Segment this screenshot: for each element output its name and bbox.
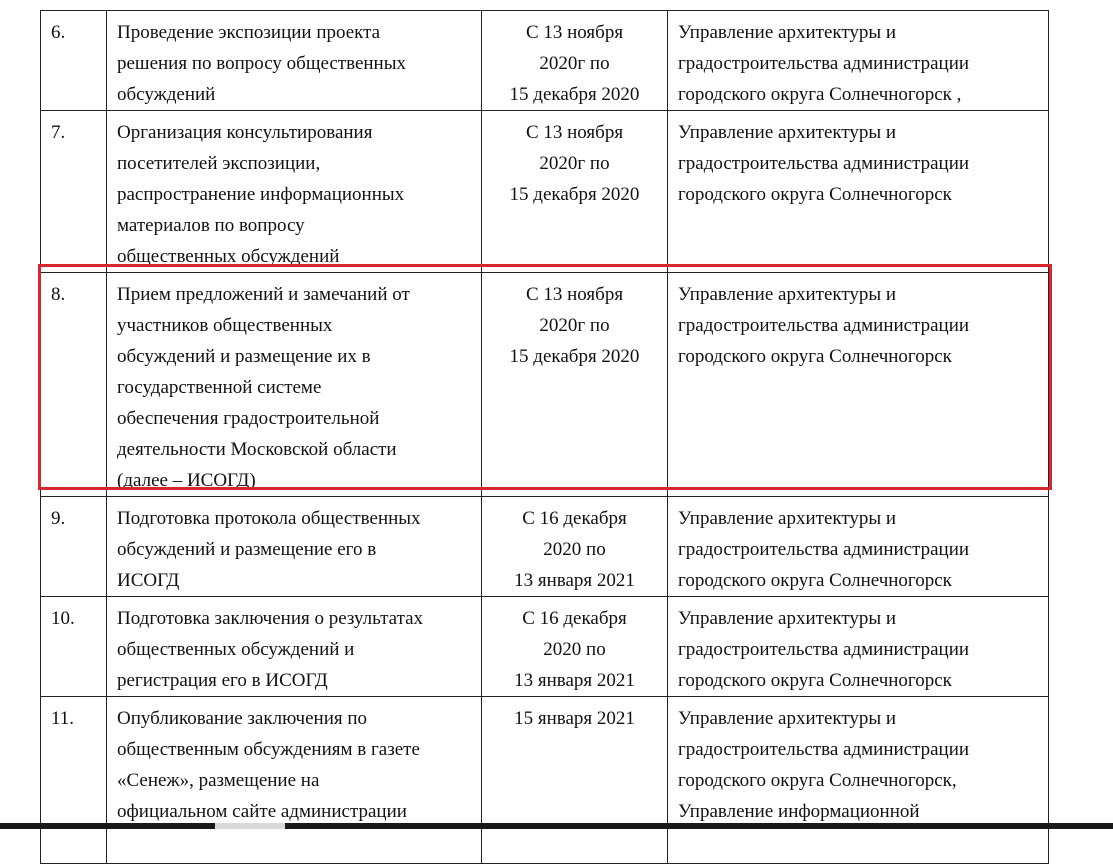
date-line: 2020г по xyxy=(539,153,610,174)
responsible-cell xyxy=(668,597,1049,697)
responsible-cell xyxy=(668,111,1049,273)
bar-segment xyxy=(215,823,285,829)
responsible-line: Управление архитектуры и xyxy=(678,708,897,729)
row-number-cell: 7. xyxy=(41,111,107,273)
schedule-table xyxy=(40,10,1049,864)
responsible-line: городского округа Солнечногорск, xyxy=(678,770,957,791)
responsible-line: Управление архитектуры и xyxy=(678,22,897,43)
action-line: «Сенеж», размещение на xyxy=(117,770,320,791)
responsible-cell xyxy=(668,497,1049,597)
action-line: решения по вопросу общественных xyxy=(117,53,406,74)
action-cell xyxy=(107,273,482,497)
action-line: общественным обсуждениям в газете xyxy=(117,739,420,760)
responsible-line: городского округа Солнечногорск xyxy=(678,346,952,367)
action-cell xyxy=(107,497,482,597)
date-line: С 13 ноября xyxy=(525,122,624,143)
bottom-edge-bar xyxy=(0,823,1113,829)
action-line: обеспечения градостроительной xyxy=(117,408,380,429)
date-line: С 13 ноября xyxy=(525,22,624,43)
responsible-line: градостроительства администрации xyxy=(678,53,970,74)
responsible-line: градостроительства администрации xyxy=(678,639,970,660)
action-line: официальном сайте администрации xyxy=(117,801,407,822)
date-line: 2020г по xyxy=(539,53,610,74)
action-line: государственной системе xyxy=(117,377,322,398)
row-number-cell: 10. xyxy=(41,597,107,697)
responsible-line: Управление информационной xyxy=(678,801,920,822)
action-line: материалов по вопросу xyxy=(117,215,305,236)
responsible-cell xyxy=(668,697,1049,864)
action-line: общественных обсуждений xyxy=(117,246,340,267)
date-line: 2020 по xyxy=(543,639,606,660)
date-cell xyxy=(482,697,668,864)
responsible-line: Управление архитектуры и xyxy=(678,122,897,143)
date-line: 15 декабря 2020 xyxy=(509,346,640,367)
action-line: Подготовка протокола общественных xyxy=(117,508,421,529)
action-line: Подготовка заключения о результатах xyxy=(117,608,424,629)
date-cell xyxy=(482,273,668,497)
date-cell xyxy=(482,11,668,111)
responsible-line: градостроительства администрации xyxy=(678,739,970,760)
table-row xyxy=(41,497,1049,597)
date-line: 15 декабря 2020 xyxy=(509,184,640,205)
date-cell xyxy=(482,597,668,697)
date-line: 15 января 2021 xyxy=(514,708,635,729)
date-cell xyxy=(482,497,668,597)
date-cell xyxy=(482,111,668,273)
responsible-line: Управление архитектуры и xyxy=(678,284,897,305)
date-line: С 16 декабря xyxy=(522,608,627,629)
responsible-line: городского округа Солнечногорск xyxy=(678,670,952,691)
table-row xyxy=(41,11,1049,111)
row-number-cell: 6. xyxy=(41,11,107,111)
responsible-line: Управление архитектуры и xyxy=(678,508,897,529)
table-row xyxy=(41,111,1049,273)
date-line: 15 декабря 2020 xyxy=(509,84,640,105)
action-cell xyxy=(107,11,482,111)
date-line: 13 января 2021 xyxy=(514,670,635,691)
row-number-cell: 11. xyxy=(41,697,107,864)
responsible-cell xyxy=(668,273,1049,497)
action-line: Прием предложений и замечаний от xyxy=(117,284,410,305)
action-line: деятельности Московской области xyxy=(117,439,397,460)
action-line: посетителей экспозиции, xyxy=(117,153,321,174)
row-number-cell: 8. xyxy=(41,273,107,497)
action-line: регистрация его в ИСОГД xyxy=(117,670,328,691)
responsible-line: градостроительства администрации xyxy=(678,153,970,174)
date-line: С 13 ноября xyxy=(525,284,624,305)
action-line: общественных обсуждений и xyxy=(117,639,355,660)
responsible-line: градостроительства администрации xyxy=(678,315,970,336)
action-line: Организация консультирования xyxy=(117,122,373,143)
responsible-line: городского округа Солнечногорск xyxy=(678,184,952,205)
action-line: обсуждений и размещение их в xyxy=(117,346,371,367)
action-line: обсуждений xyxy=(117,84,216,105)
action-line: ИСОГД xyxy=(117,570,180,591)
action-line: Проведение экспозиции проекта xyxy=(117,22,381,43)
action-line: участников общественных xyxy=(117,315,333,336)
table-row-highlighted xyxy=(41,273,1049,497)
date-line: 2020г по xyxy=(539,315,610,336)
date-line: С 16 декабря xyxy=(522,508,627,529)
action-cell xyxy=(107,111,482,273)
action-cell xyxy=(107,597,482,697)
date-line: 13 января 2021 xyxy=(514,570,635,591)
action-cell xyxy=(107,697,482,864)
responsible-cell xyxy=(668,11,1049,111)
action-line: (далее – ИСОГД) xyxy=(117,470,256,491)
action-line: Опубликование заключения по xyxy=(117,708,368,729)
responsible-line: градостроительства администрации xyxy=(678,539,970,560)
responsible-line: городского округа Солнечногорск , xyxy=(678,84,962,105)
table-row xyxy=(41,597,1049,697)
responsible-line: городского округа Солнечногорск xyxy=(678,570,952,591)
table-row xyxy=(41,697,1049,864)
responsible-line: Управление архитектуры и xyxy=(678,608,897,629)
row-number-cell: 9. xyxy=(41,497,107,597)
action-line: распространение информационных xyxy=(117,184,405,205)
action-line: обсуждений и размещение его в xyxy=(117,539,377,560)
date-line: 2020 по xyxy=(543,539,606,560)
